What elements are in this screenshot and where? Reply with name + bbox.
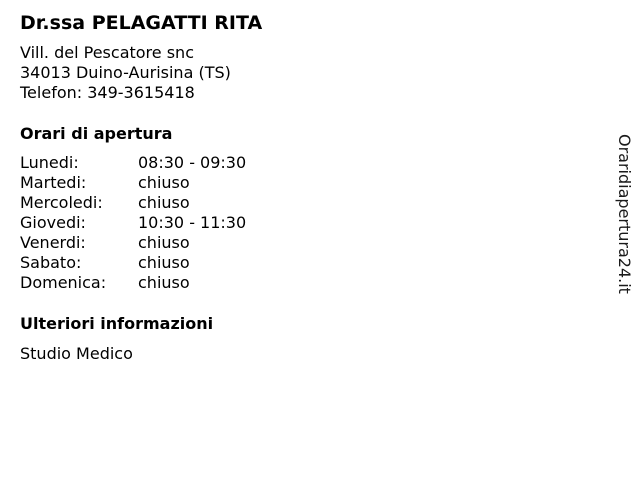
day-label: Domenica: xyxy=(20,273,107,292)
day-label: Sabato: xyxy=(20,253,82,272)
hours-row-saturday xyxy=(20,253,246,273)
hours-row-sunday xyxy=(20,273,246,293)
hours-value: 08:30 - 09:30 xyxy=(138,153,247,172)
hours-value: chiuso xyxy=(138,193,190,212)
day-label: Lunedi: xyxy=(20,153,79,172)
hours-value: chiuso xyxy=(138,233,190,252)
day-label: Giovedi: xyxy=(20,213,86,232)
further-info-text: Studio Medico xyxy=(20,344,133,363)
hours-value: chiuso xyxy=(138,253,190,272)
hours-value: chiuso xyxy=(138,173,190,192)
hours-value: chiuso xyxy=(138,273,190,292)
day-label: Venerdi: xyxy=(20,233,86,252)
phone-number: Telefon: 349-3615418 xyxy=(20,83,195,102)
hours-row-monday xyxy=(20,153,246,173)
business-name: Dr.ssa PELAGATTI RITA xyxy=(20,12,263,34)
address-city: 34013 Duino-Aurisina (TS) xyxy=(20,63,231,82)
site-watermark: Oraridiapertura24.it xyxy=(615,134,634,294)
opening-hours-table xyxy=(20,153,246,293)
business-address xyxy=(20,43,231,103)
opening-hours-heading: Orari di apertura xyxy=(20,124,173,143)
hours-value: 10:30 - 11:30 xyxy=(138,213,247,232)
day-label: Martedi: xyxy=(20,173,87,192)
hours-row-tuesday xyxy=(20,173,246,193)
further-info-heading: Ulteriori informazioni xyxy=(20,314,214,333)
day-label: Mercoledi: xyxy=(20,193,103,212)
hours-row-friday xyxy=(20,233,246,253)
hours-row-wednesday xyxy=(20,193,246,213)
hours-row-thursday xyxy=(20,213,246,233)
address-street: Vill. del Pescatore snc xyxy=(20,43,194,62)
